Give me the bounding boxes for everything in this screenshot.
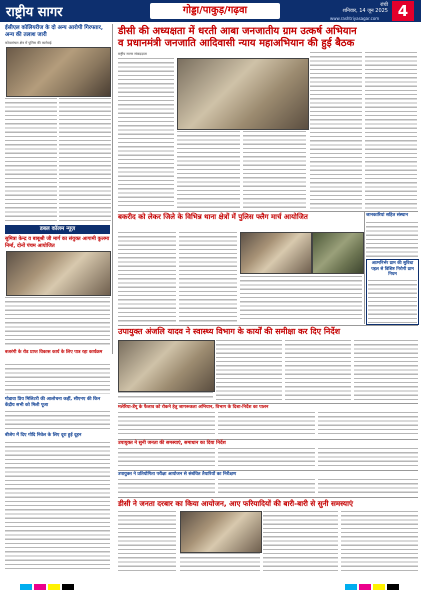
right-sidebar-divider: [364, 212, 365, 324]
third-body-col3: [354, 340, 418, 400]
bottom-body-col1: [118, 511, 176, 573]
strip-two-headline: उपायुक्त ने सुनी जनता की समस्याएं, समाधान का दिया निर्देश: [118, 441, 226, 446]
main-body-col2: [177, 131, 240, 209]
strip-one-headline: मलेरिया-डेंगू के फैलाव को रोकने हेतु जागरूकता अभियान, विभाग के दिशा-निर्देश का पालन: [118, 405, 269, 410]
paper-name: राष्ट्रीय सागर: [6, 5, 63, 20]
second-body-col1: [118, 232, 176, 322]
bottom-body-col4: [341, 511, 418, 573]
third-story-rule: [118, 325, 418, 326]
left-third-body: [5, 411, 110, 431]
strip-three-col1: [118, 479, 215, 495]
left-second-body: [5, 364, 110, 394]
date-line-date: शनिवार, 14 जून 2025: [342, 8, 388, 14]
date-block: [330, 2, 388, 14]
strip-three-col3: [318, 479, 418, 495]
main-body-col1: [118, 58, 174, 208]
left-second-headline: बजरंगी के रोड प्राप्त विकास कार्य के लिए पात्र रहा कार्यक्रम: [5, 350, 103, 355]
main-byline: राष्ट्रीय सागर संवाददाता: [118, 52, 147, 56]
main-body-col5: [365, 52, 417, 210]
strip-one-col2: [218, 412, 315, 437]
main-body-col3: [243, 131, 306, 209]
third-body-col2: [285, 340, 351, 400]
strip-two-col3: [318, 448, 418, 468]
strip-two-col2: [218, 448, 315, 468]
main-headline-line2: व प्रधानमंत्री जनजाति आदिवासी न्याय महाअभियान की हुई बैठक: [118, 38, 355, 49]
magenta-swatch-right: [359, 584, 371, 590]
bottom-story-rule: [118, 497, 418, 498]
left-fourth-body: [5, 442, 110, 572]
black-swatch: [62, 584, 74, 590]
left-middle-photo: [6, 251, 111, 296]
left-top-photo: [6, 47, 111, 97]
left-column-divider: [112, 24, 113, 354]
website-text: www.rashtriyasagar.com: [330, 16, 380, 21]
strip-three-col2: [218, 479, 315, 495]
strip-two-col1: [118, 448, 215, 468]
second-story-rule: [118, 211, 418, 212]
left-top-headline: ईसीएल कोलियरीज के दो अन्य आरोपी गिरफ्तार, अन्य की तलाश जारी: [5, 25, 103, 38]
right-sidebar-body: [366, 222, 418, 257]
yellow-swatch-right: [373, 584, 385, 590]
magenta-swatch: [34, 584, 46, 590]
strip-three-headline: उपायुक्त ने प्रतियोगिता परीक्षा आयोजन से संबंधित तैयारियों का निरीक्षण: [118, 472, 237, 477]
bottom-body-col3: [263, 511, 338, 573]
left-fourth-headline: बीजेप में दिए गोदि निवेल के लिए दूरा हुई दूहन: [5, 433, 82, 438]
main-headline: [118, 26, 418, 50]
third-body-col1: [216, 340, 282, 400]
page-number: 4: [392, 1, 414, 21]
main-body-col4: [310, 52, 362, 210]
left-middle-headline: सुमित्रा केन्द्र व बाबूश्री जी मार्ग का संयुक्त आगामी कुलमा निर्मा, दोनों पंचम आयोजित: [5, 236, 110, 249]
cyan-swatch-right: [345, 584, 357, 590]
second-story-photo-2: [312, 232, 364, 274]
right-box-headline: आत्मनिर्भर ग्राम की सुविधा पहल से विशिष्ट निरोगी ग्राम नियम: [371, 261, 414, 277]
right-sidebar-box: [366, 259, 419, 325]
strip-two-rule: [118, 439, 418, 440]
third-body-under-photo: [118, 392, 213, 400]
black-swatch-right: [387, 584, 399, 590]
bottom-story-photo: [180, 511, 262, 553]
right-sidebar-headline: जानकारियां सहित संस्थान: [366, 213, 408, 218]
bottom-body-col2: [180, 553, 260, 573]
second-story-photo-1: [240, 232, 312, 274]
right-box-body: [368, 280, 417, 324]
main-headline-line1: डीसी की अध्यक्षता में धरती आबा जनजातीय ग्राम उत्कर्ष अभियान: [118, 26, 357, 37]
second-body-col2: [179, 232, 237, 322]
second-body-col3: [240, 276, 362, 322]
strip-one-col1: [118, 412, 215, 437]
strip-one-rule: [118, 403, 418, 404]
left-middle-body: [5, 297, 110, 347]
strip-one-col3: [318, 412, 418, 437]
second-story-headline: बकरीद को लेकर जिले के विभिन्न थाना क्षेत्रों में पुलिस फ्लैग मार्च आयोजित: [118, 213, 308, 221]
left-top-subhead: कोयलांचल क्षेत्र में पुलिस की कार्रवाई: [5, 41, 52, 45]
main-story-photo: [177, 58, 309, 130]
cyan-swatch: [20, 584, 32, 590]
strip-three-rule: [118, 470, 418, 471]
third-story-photo: [118, 340, 215, 392]
left-third-headline: गोडावा प्रिय मिलिटरी की आलोचना कहीं, सीएनए की किन केंद्रीय सभी को मिली पूजा: [5, 397, 101, 408]
yellow-swatch: [48, 584, 60, 590]
section-name: गोड्डा/पाकुड़/गढ़वा: [150, 3, 280, 19]
bottom-story-headline: डीसी ने जनता दरबार का किया आयोजन, आए फरियादियों की बारी-बारी से सुनी समस्याएं: [118, 499, 353, 508]
left-top-body-col1: [5, 98, 57, 222]
left-top-body-col2: [59, 98, 111, 222]
double-column-label: डबल कॉलम न्यूज़: [5, 225, 110, 234]
third-story-headline: उपायुक्त अंजलि यादव ने स्वास्थ्य विभाग के कार्यों की समीक्षा कर दिए निर्देश: [118, 327, 341, 336]
date-line-city: रांची: [380, 2, 388, 8]
